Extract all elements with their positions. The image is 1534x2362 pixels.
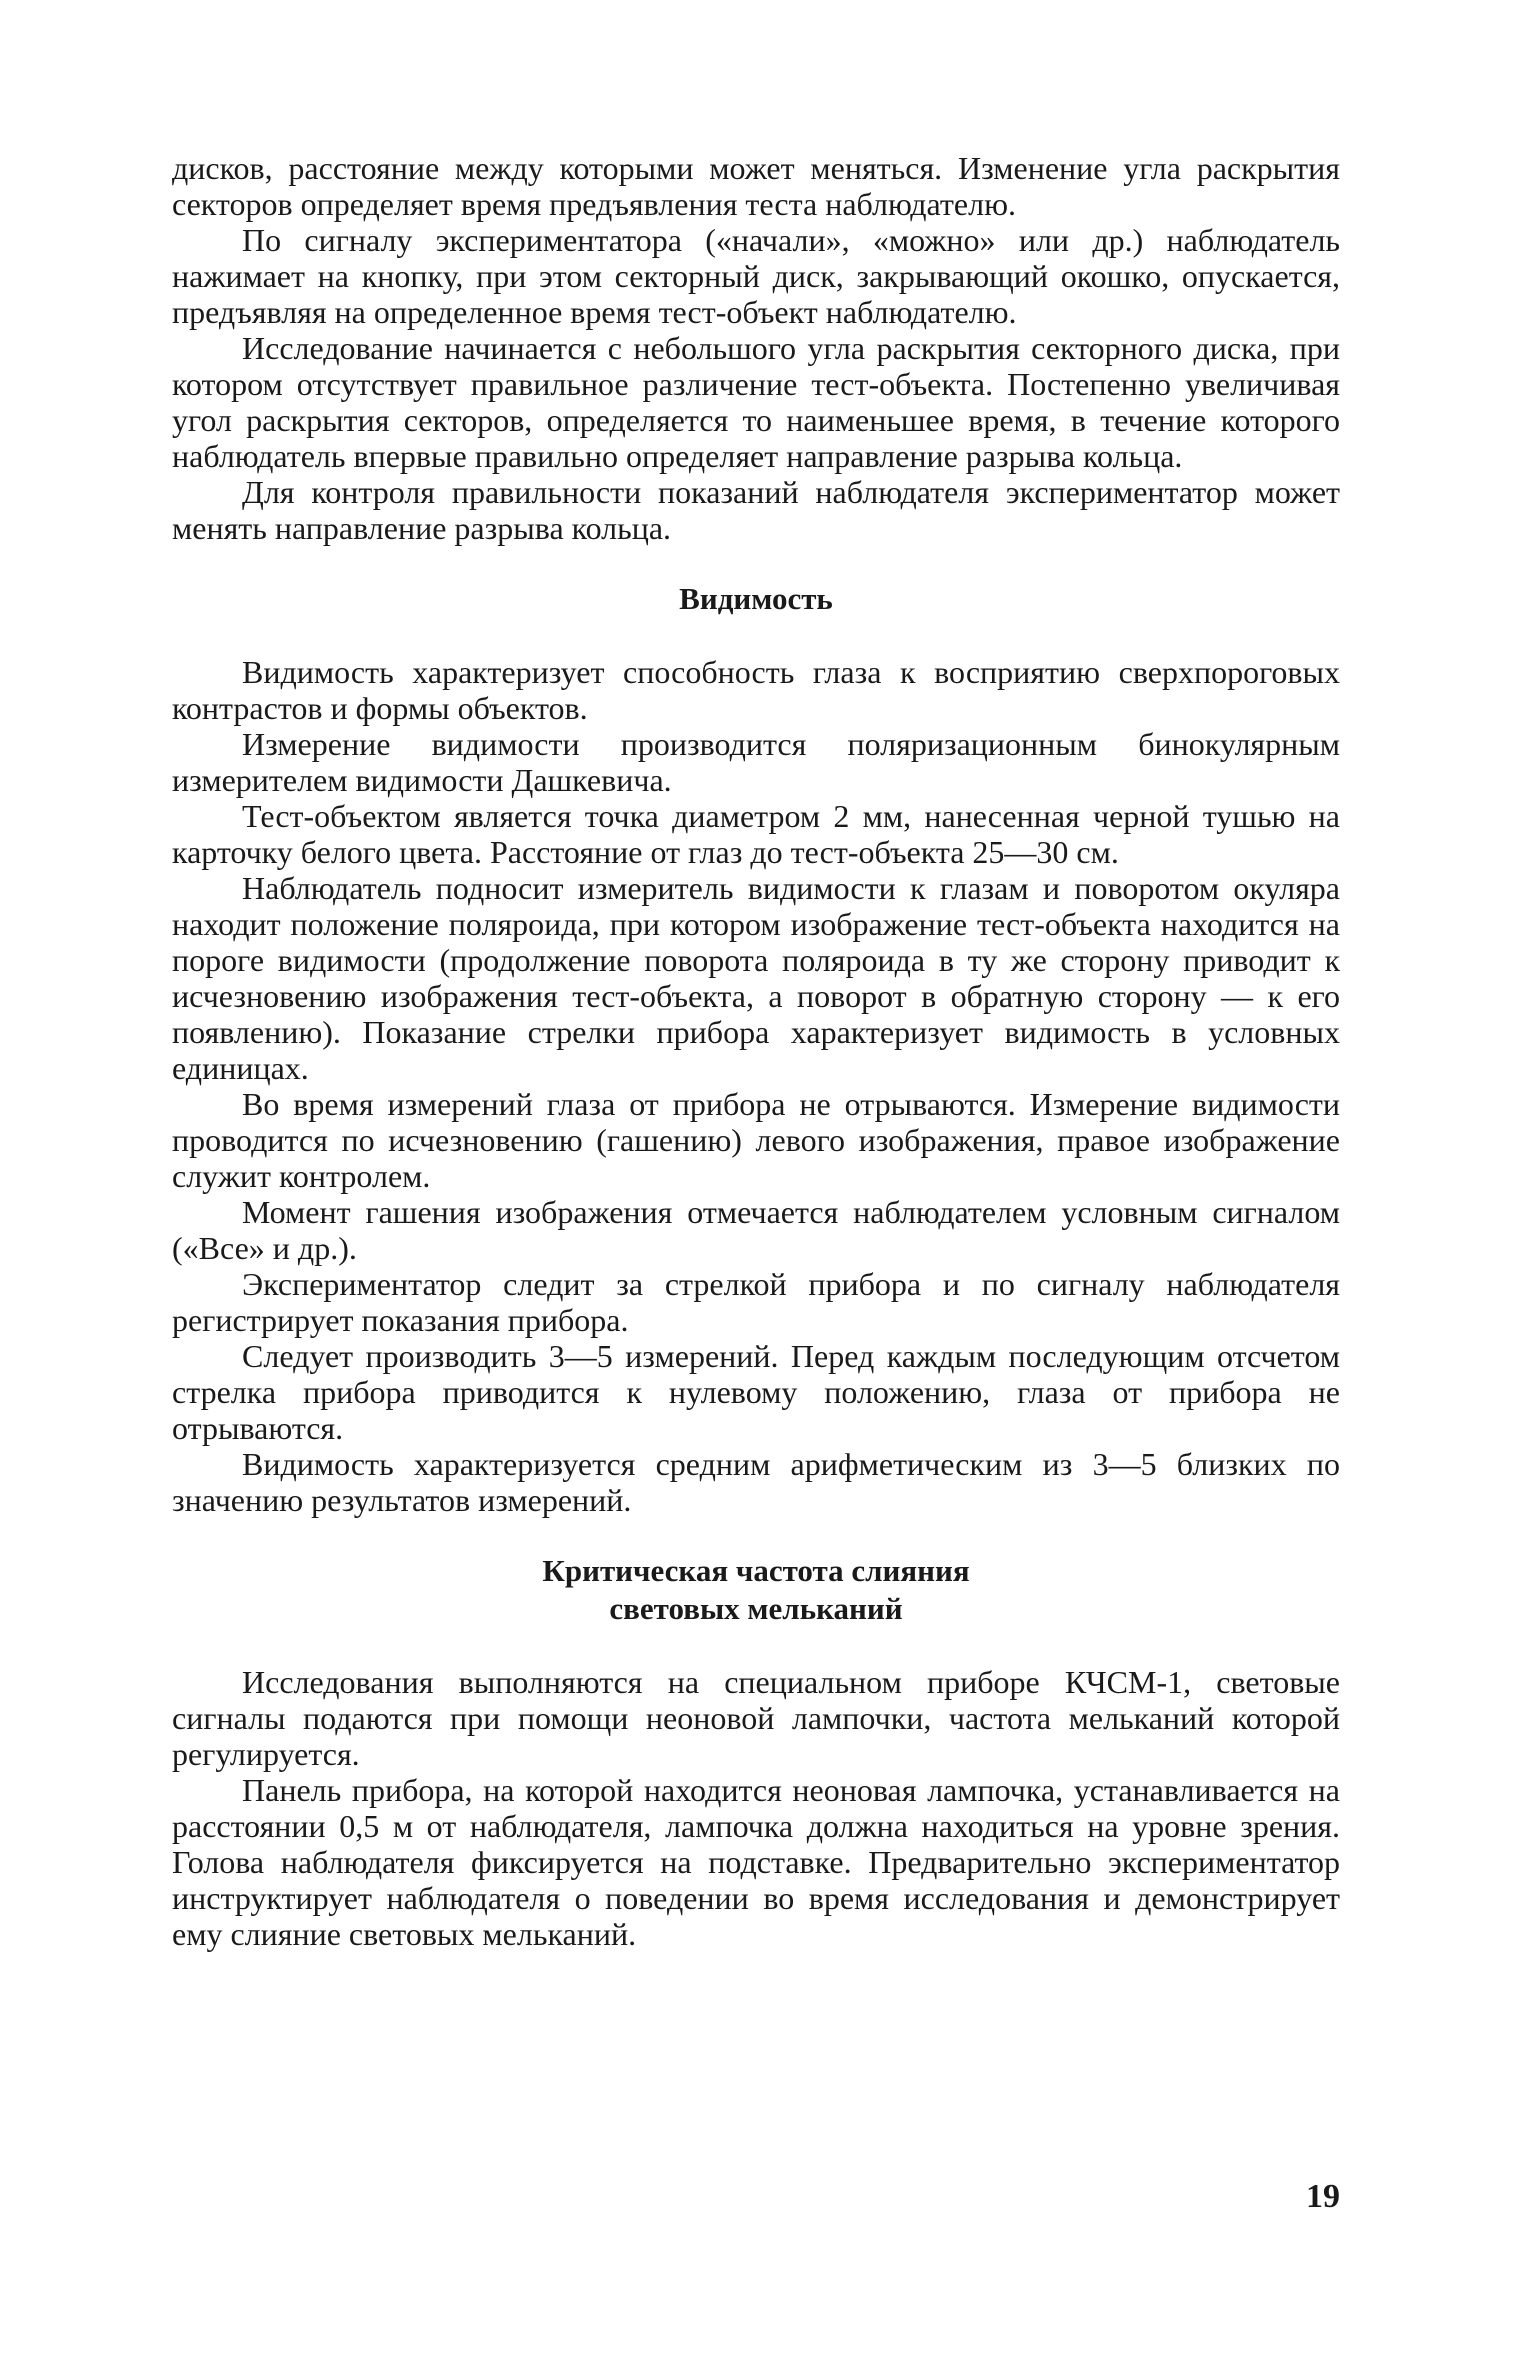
page-body xyxy=(172,150,1340,1952)
paragraph: Следует производить 3—5 измерений. Перед каждым последующим отсчетом стрелка прибора приводится к нулевому положению, глаза от прибора не отрываются. xyxy=(172,1338,1340,1446)
section-heading-flicker xyxy=(172,1552,1340,1628)
paragraph: Экспериментатор следит за стрелкой прибора и по сигналу наблюдателя регистрирует показания прибора. xyxy=(172,1266,1340,1338)
paragraph: Тест-объектом является точка диаметром 2 мм, нанесенная черной тушью на карточку белого цвета. Расстояние от глаз до тест-объекта 25—30 см. xyxy=(172,798,1340,870)
paragraph: Измерение видимости производится поляризационным бинокулярным измерителем видимости Дашкевича. xyxy=(172,726,1340,798)
section-title-line-1: Критическая частота слияния xyxy=(542,1553,970,1588)
paragraph: Для контроля правильности показаний наблюдателя экспериментатор может менять направление разрыва кольца. xyxy=(172,474,1340,546)
section-title: Видимость xyxy=(679,581,833,616)
page-number: 19 xyxy=(1306,2178,1340,2215)
paragraph: Во время измерений глаза от прибора не отрываются. Измерение видимости проводится по исчезновению (гашению) левого изображения, правое изображение служит контролем. xyxy=(172,1086,1340,1194)
paragraph: Видимость характеризует способность глаза к восприятию сверхпороговых контрастов и формы объектов. xyxy=(172,654,1340,726)
paragraph: Исследование начинается с небольшого угла раскрытия секторного диска, при котором отсутствует правильное различение тест-объекта. Постепенно увеличивая угол раскрытия секторов, определяется то наименьшее время, в течение которого наблюдатель впервые правильно определяет направление разрыва кольца. xyxy=(172,330,1340,474)
paragraph: Момент гашения изображения отмечается наблюдателем условным сигналом («Все» и др.). xyxy=(172,1194,1340,1266)
paragraph: Наблюдатель подносит измеритель видимости к глазам и поворотом окуляра находит положение поляроида, при котором изображение тест-объекта находится на пороге видимости (продолжение поворота поляроида в ту же сторону приводит к исчезновению изображения тест-объекта, а поворот в обратную сторону — к его появлению). Показание стрелки прибора характеризует видимость в условных единицах. xyxy=(172,870,1340,1086)
paragraph: Видимость характеризуется средним арифметическим из 3—5 близких по значению результатов измерений. xyxy=(172,1446,1340,1518)
section-heading-visibility xyxy=(172,580,1340,618)
section-title-line-2: световых мельканий xyxy=(609,1591,903,1626)
paragraph: Панель прибора, на которой находится неоновая лампочка, устанавливается на расстоянии 0,5 м от наблюдателя, лампочка должна находиться на уровне зрения. Голова наблюдателя фиксируется на подставке. Предварительно экспериментатор инструктирует наблюдателя о поведении во время исследования и демонстрирует ему слияние световых мельканий. xyxy=(172,1772,1340,1952)
paragraph-continuation: дисков, расстояние между которыми может меняться. Изменение угла раскрытия секторов определяет время предъявления теста наблюдателю. xyxy=(172,150,1340,222)
paragraph: По сигналу экспериментатора («начали», «можно» или др.) наблюдатель нажимает на кнопку, при этом секторный диск, закрывающий окошко, опускается, предъявляя на определенное время тест-объект наблюдателю. xyxy=(172,222,1340,330)
paragraph: Исследования выполняются на специальном приборе КЧСМ-1, световые сигналы подаются при помощи неоновой лампочки, частота мельканий которой регулируется. xyxy=(172,1664,1340,1772)
